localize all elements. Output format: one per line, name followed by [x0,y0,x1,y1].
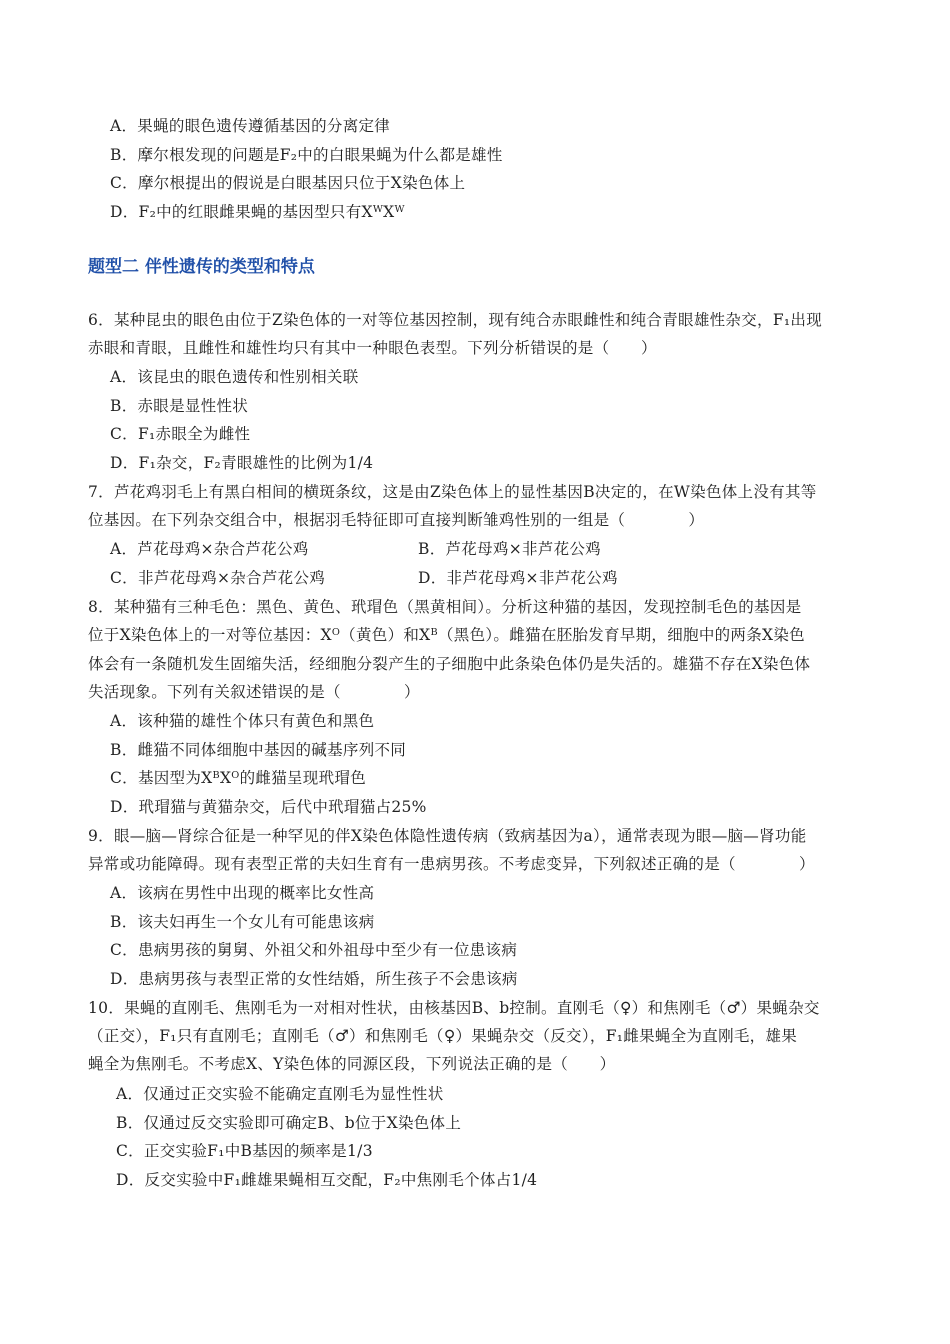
q6-option-d: D．F₁杂交，F₂青眼雄性的比例为1/4 [110,454,374,472]
q6-stem-line-2: 赤眼和青眼，且雌性和雄性均只有其中一种眼色表型。下列分析错误的是（ ） [88,339,657,357]
q6-option-a: A．该昆虫的眼色遗传和性别相关联 [110,368,359,386]
q10-stem-line-3: 蝇全为焦刚毛。不考虑X、Y染色体的同源区段，下列说法正确的是（ ） [88,1055,616,1073]
q9-stem-line-1: 9．眼—脑—肾综合征是一种罕见的伴X染色体隐性遗传病（致病基因为a），通常表现为眼—脑—肾功能 [88,827,807,845]
q7-stem-line-2: 位基因。在下列杂交组合中，根据羽毛特征即可直接判断雏鸡性别的一组是（ ） [88,511,705,529]
option-prev-b: B．摩尔根发现的问题是F₂中的白眼果蝇为什么都是雄性 [110,146,503,164]
q8-option-b: B．雌猫不同体细胞中基因的碱基序列不同 [110,741,407,759]
option-prev-d: D．F₂中的红眼雌果蝇的基因型只有XᵂXᵂ [110,203,405,221]
q9-option-b: B．该夫妇再生一个女儿有可能患该病 [110,913,375,931]
q8-option-a: A．该种猫的雄性个体只有黄色和黑色 [110,712,375,730]
q10-stem-line-2: （正交），F₁只有直刚毛；直刚毛（♂）和焦刚毛（♀）果蝇杂交（反交），F₁雌果蝇全为直刚毛，雄果 [88,1027,798,1045]
q8-stem-line-4: 失活现象。下列有关叙述错误的是（ ） [88,683,420,701]
q9-stem-line-2: 异常或功能障碍。现有表型正常的夫妇生育有一患病男孩。不考虑变异，下列叙述正确的是（ ） [88,855,815,873]
q10-option-c: C．正交实验F₁中B基因的频率是1/3 [116,1142,373,1160]
q8-option-c: C．基因型为XᴮXᴼ的雌猫呈现玳瑁色 [110,769,367,787]
section-heading: 题型二 伴性遗传的类型和特点 [88,257,315,277]
q8-stem-line-2: 位于X染色体上的一对等位基因：Xᴼ（黄色）和Xᴮ（黑色）。雌猫在胚胎发育早期，细胞中的两条X染色 [88,626,805,644]
q7-option-a: A．芦花母鸡×杂合芦花公鸡 [110,540,309,558]
q8-option-d: D．玳瑁猫与黄猫杂交，后代中玳瑁猫占25% [110,798,427,816]
q7-option-c: C．非芦花母鸡×杂合芦花公鸡 [110,569,326,587]
q8-stem-line-3: 体会有一条随机发生固缩失活，经细胞分裂产生的子细胞中此条染色体仍是失活的。雄猫不存在X染色体 [88,655,811,673]
q8-stem-line-1: 8．某种猫有三种毛色：黑色、黄色、玳瑁色（黑黄相间）。分析这种猫的基因，发现控制毛色的基因是 [88,598,802,616]
q10-option-b: B．仅通过反交实验即可确定B、b位于X染色体上 [116,1114,462,1132]
q7-option-d: D．非芦花母鸡×非芦花公鸡 [418,569,618,587]
q9-option-c: C．患病男孩的舅舅、外祖父和外祖母中至少有一位患该病 [110,941,518,959]
option-prev-c: C．摩尔根提出的假说是白眼基因只位于X染色体上 [110,174,466,192]
option-prev-a: A．果蝇的眼色遗传遵循基因的分离定律 [110,117,391,135]
q10-option-d: D．反交实验中F₁雌雄果蝇相互交配，F₂中焦刚毛个体占1/4 [116,1171,538,1189]
q6-option-c: C．F₁赤眼全为雌性 [110,425,251,443]
q10-option-a: A．仅通过正交实验不能确定直刚毛为显性性状 [116,1085,444,1103]
q6-stem-line-1: 6．某种昆虫的眼色由位于Z染色体的一对等位基因控制，现有纯合赤眼雌性和纯合青眼雄性杂交，F₁出现 [88,311,823,329]
q7-stem-line-1: 7．芦花鸡羽毛上有黑白相间的横斑条纹，这是由Z染色体上的显性基因B决定的，在W染色体上没有其等 [88,483,817,501]
q6-option-b: B．赤眼是显性性状 [110,397,249,415]
q9-option-d: D．患病男孩与表型正常的女性结婚，所生孩子不会患该病 [110,970,518,988]
q9-option-a: A．该病在男性中出现的概率比女性高 [110,884,375,902]
q7-option-b: B．芦花母鸡×非芦花公鸡 [418,540,601,558]
q10-stem-line-1: 10．果蝇的直刚毛、焦刚毛为一对相对性状，由核基因B、b控制。直刚毛（♀）和焦刚毛（♂）果蝇杂交 [88,999,820,1017]
